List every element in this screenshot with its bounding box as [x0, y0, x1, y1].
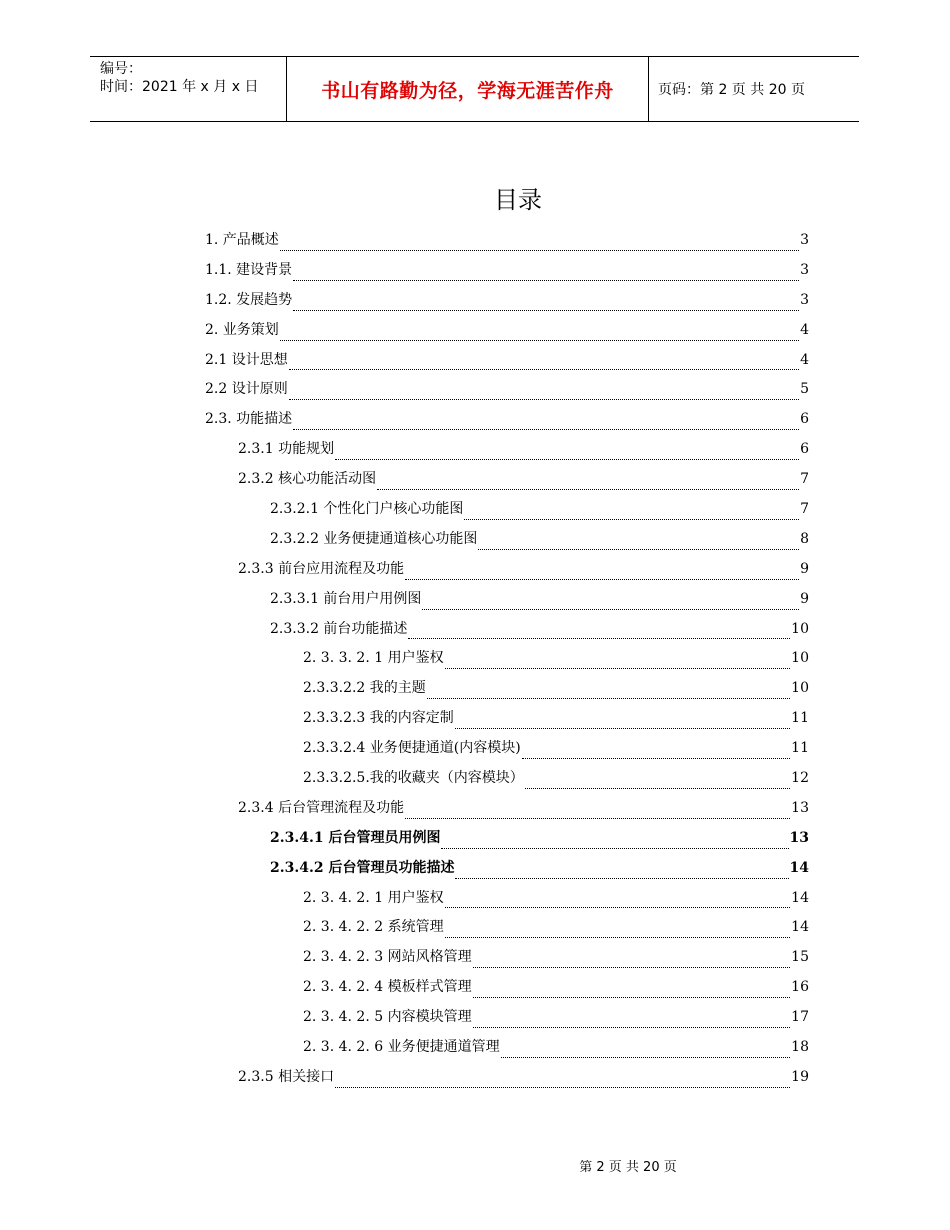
- toc-entry-page: 9: [800, 590, 809, 607]
- toc-entry-page: 5: [800, 381, 809, 398]
- toc-leader-dots: [405, 817, 790, 819]
- toc-entry-text: 1.1. 建设背景: [205, 261, 293, 278]
- toc-entry-page: 12: [791, 770, 809, 787]
- page-header: [90, 56, 859, 122]
- toc-entry-page: 4: [800, 351, 809, 368]
- toc-entry-text: 2.3.4.2 后台管理员功能描述: [270, 859, 455, 876]
- toc-leader-dots: [422, 608, 799, 610]
- header-page-info: 页码：第 2 页 共 20 页: [658, 82, 805, 98]
- toc-entry-page: 7: [800, 471, 809, 488]
- toc-leader-dots: [427, 697, 790, 699]
- toc-title: 目录: [494, 186, 542, 214]
- toc-leader-dots: [335, 1086, 790, 1088]
- toc-entry[interactable]: [205, 228, 809, 258]
- toc-entry-text: 2. 3. 4. 2. 3 网站风格管理: [303, 949, 472, 966]
- toc-entry[interactable]: [205, 766, 809, 796]
- toc-entry[interactable]: [205, 258, 809, 288]
- toc-entry-text: 2. 3. 4. 2. 5 内容模块管理: [303, 1009, 472, 1026]
- toc-leader-dots: [455, 877, 788, 879]
- toc-entry-text: 2.1 设计思想: [205, 351, 288, 368]
- toc-leader-dots: [377, 488, 799, 490]
- toc-entry-page: 14: [789, 859, 809, 876]
- toc-entry[interactable]: [205, 348, 809, 378]
- toc-entry[interactable]: [205, 856, 809, 886]
- toc-entry-text: 2.3.1 功能规划: [238, 441, 335, 458]
- toc-entry-page: 16: [791, 979, 809, 996]
- toc-entry-page: 13: [789, 829, 809, 846]
- toc-entry-text: 2.3.5 相关接口: [238, 1068, 335, 1085]
- header-motto: 书山有路勤为径，学海无涯苦作舟: [321, 79, 614, 102]
- toc-entry-text: 2.3.2.1 个性化门户核心功能图: [270, 501, 464, 518]
- toc-entry-page: 11: [791, 740, 809, 757]
- toc-leader-dots: [293, 428, 799, 430]
- page-footer: 第 2 页 共 20 页: [579, 1160, 677, 1175]
- toc-entry-text: 2.3.3.1 前台用户用例图: [270, 590, 422, 607]
- toc-leader-dots: [473, 1026, 791, 1028]
- toc-entry-page: 17: [791, 1009, 809, 1026]
- toc-entry-text: 2. 3. 4. 2. 2 系统管理: [303, 919, 444, 936]
- toc-entry-text: 2. 3. 4. 2. 4 模板样式管理: [303, 979, 472, 996]
- toc-entry[interactable]: [205, 886, 809, 916]
- toc-entry[interactable]: [205, 467, 809, 497]
- toc-leader-dots: [455, 727, 790, 729]
- toc-entry-text: 2.3.3 前台应用流程及功能: [238, 560, 405, 577]
- toc-entry-page: 10: [791, 650, 809, 667]
- toc-leader-dots: [335, 458, 799, 460]
- toc-entry[interactable]: [205, 676, 809, 706]
- toc-entry-text: 2.3.3.2 前台功能描述: [270, 620, 408, 637]
- toc-entry[interactable]: [205, 736, 809, 766]
- toc-entry[interactable]: [205, 706, 809, 736]
- toc-entry[interactable]: [205, 945, 809, 975]
- toc-entry-page: 3: [800, 291, 809, 308]
- toc-entry-page: 7: [800, 501, 809, 518]
- toc-entry-text: 2. 3. 4. 2. 1 用户鉴权: [303, 889, 444, 906]
- toc-entry[interactable]: [205, 1065, 809, 1095]
- toc-leader-dots: [280, 339, 799, 341]
- document-date: 时间：2021 年 x 月 x 日: [100, 79, 259, 95]
- toc-entry[interactable]: [205, 617, 809, 647]
- toc-entry-text: 2. 业务策划: [205, 321, 279, 338]
- toc-entry-text: 2.3.3.2.2 我的主题: [303, 680, 426, 697]
- toc-entry[interactable]: [205, 975, 809, 1005]
- toc-entry-page: 11: [791, 710, 809, 727]
- toc-entry-page: 13: [791, 799, 809, 816]
- toc-leader-dots: [478, 548, 799, 550]
- toc-entry-text: 2.3.2.2 业务便捷通道核心功能图: [270, 530, 478, 547]
- toc-entry-page: 3: [800, 232, 809, 248]
- header-motto-cell: [286, 57, 649, 121]
- toc-entry-page: 18: [791, 1039, 809, 1056]
- toc-leader-dots: [289, 368, 799, 370]
- toc-entry[interactable]: [205, 587, 809, 617]
- toc-entry[interactable]: [205, 1005, 809, 1035]
- toc-entry-text: 2.3.3.2.3 我的内容定制: [303, 710, 454, 727]
- table-of-contents: [205, 228, 809, 1095]
- toc-leader-dots: [445, 936, 791, 938]
- toc-entry-text: 2. 3. 3. 2. 1 用户鉴权: [303, 650, 444, 667]
- toc-entry[interactable]: [205, 915, 809, 945]
- toc-leader-dots: [293, 309, 799, 311]
- toc-entry[interactable]: [205, 437, 809, 467]
- toc-entry-page: 6: [800, 411, 809, 428]
- toc-leader-dots: [280, 249, 799, 251]
- toc-entry-text: 2.3.3.2.5.我的收藏夹（内容模块）: [303, 770, 524, 787]
- toc-entry-text: 2.3.3.2.4 业务便捷通道(内容模块): [303, 740, 521, 757]
- toc-entry-page: 6: [800, 441, 809, 458]
- toc-entry-page: 14: [791, 889, 809, 906]
- toc-entry[interactable]: [205, 318, 809, 348]
- toc-leader-dots: [445, 906, 791, 908]
- toc-leader-dots: [501, 1056, 791, 1058]
- toc-entry[interactable]: [205, 288, 809, 318]
- toc-entry-page: 15: [791, 949, 809, 966]
- toc-entry-text: 2.3.4 后台管理流程及功能: [238, 799, 405, 816]
- toc-entry-text: 1. 产品概述: [205, 232, 279, 248]
- document-number-label: 编号：: [100, 61, 142, 77]
- toc-entry[interactable]: [205, 796, 809, 826]
- toc-leader-dots: [293, 279, 799, 281]
- toc-entry-page: 14: [791, 919, 809, 936]
- toc-entry-text: 1.2. 发展趋势: [205, 291, 293, 308]
- toc-entry[interactable]: [205, 497, 809, 527]
- toc-entry-page: 19: [791, 1068, 809, 1085]
- toc-entry-page: 9: [800, 560, 809, 577]
- toc-leader-dots: [522, 757, 790, 759]
- toc-leader-dots: [289, 398, 799, 400]
- toc-leader-dots: [473, 966, 791, 968]
- header-page-info-cell: [649, 57, 859, 121]
- toc-entry-text: 2. 3. 4. 2. 6 业务便捷通道管理: [303, 1039, 500, 1056]
- toc-entry-text: 2.2 设计原则: [205, 381, 288, 398]
- toc-leader-dots: [408, 637, 790, 639]
- toc-leader-dots: [405, 578, 799, 580]
- toc-leader-dots: [441, 847, 788, 849]
- toc-leader-dots: [473, 996, 791, 998]
- toc-entry-text: 2.3.2 核心功能活动图: [238, 471, 377, 488]
- toc-entry[interactable]: [205, 646, 809, 676]
- toc-entry-text: 2.3. 功能描述: [205, 411, 293, 428]
- toc-entry-text: 2.3.4.1 后台管理员用例图: [270, 829, 441, 846]
- toc-entry[interactable]: [205, 826, 809, 856]
- toc-entry[interactable]: [205, 557, 809, 587]
- toc-entry-page: 10: [791, 680, 809, 697]
- toc-entry-page: 8: [800, 530, 809, 547]
- toc-entry[interactable]: [205, 407, 809, 437]
- toc-entry[interactable]: [205, 1035, 809, 1065]
- toc-entry[interactable]: [205, 527, 809, 557]
- toc-leader-dots: [525, 787, 790, 789]
- toc-entry-page: 4: [800, 321, 809, 338]
- toc-leader-dots: [445, 667, 791, 669]
- header-meta: [90, 57, 286, 121]
- toc-leader-dots: [464, 518, 799, 520]
- toc-entry-page: 10: [791, 620, 809, 637]
- toc-entry[interactable]: [205, 377, 809, 407]
- toc-entry-page: 3: [800, 261, 809, 278]
